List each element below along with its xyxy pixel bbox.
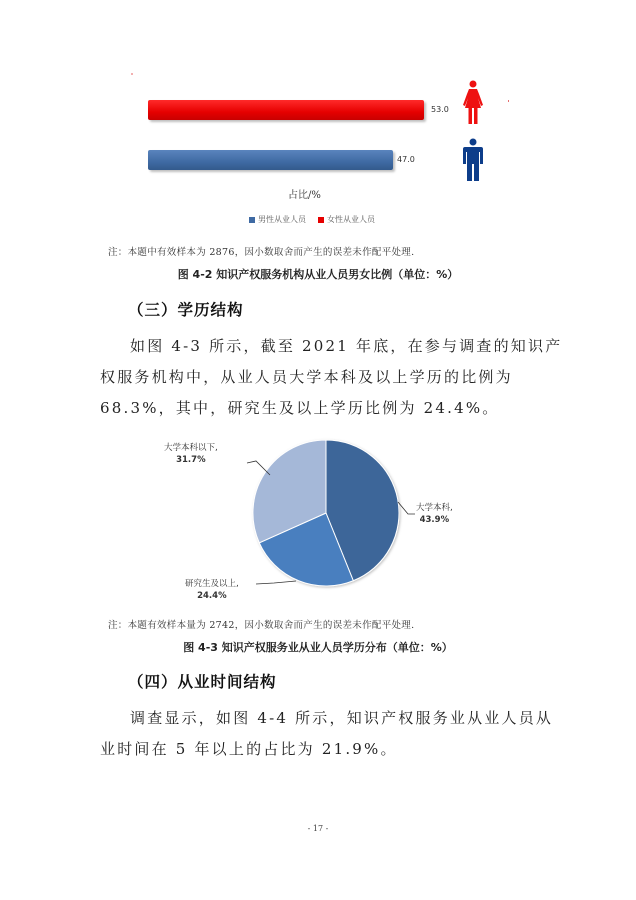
decorative-dot <box>131 73 133 75</box>
decorative-dot <box>508 100 509 102</box>
pie-label-name: 大学本科以下, <box>164 443 218 453</box>
legend-swatch-male <box>249 217 255 223</box>
pie-label-name: 大学本科, <box>416 503 453 513</box>
leader-line <box>398 502 415 514</box>
bar-female <box>148 100 424 120</box>
x-axis-label: 占比/% <box>288 190 321 201</box>
figure-4-2-caption: 图 4-2 知识产权服务机构从业人员男女比例（单位：%） <box>177 268 459 281</box>
paragraph-line: 调查显示，如图 4-4 所示，知识产权服务业从业人员从 <box>130 709 554 727</box>
pie-chart <box>0 430 636 610</box>
paragraph-line: 68.3%，其中，研究生及以上学历比例为 24.4%。 <box>100 399 500 417</box>
pie-label-graduate <box>185 578 239 602</box>
paragraph-line: 业时间在 5 年以上的占比为 21.9%。 <box>100 740 398 758</box>
paragraph-line: 如图 4-3 所示，截至 2021 年底，在参与调查的知识产 <box>130 337 563 355</box>
pie-label-below-bachelor <box>164 442 218 466</box>
male-figure-icon <box>462 138 484 182</box>
female-figure-icon <box>461 80 485 125</box>
figure-4-2-chart <box>0 0 636 235</box>
legend-label-male: 男性从业人员 <box>258 215 306 224</box>
legend-item-male <box>249 214 306 225</box>
bar-male-value: 47.0 <box>397 155 415 164</box>
legend-label-female: 女性从业人员 <box>327 215 375 224</box>
page-number: - 17 - <box>307 824 329 833</box>
figure-4-2-note: 注：本题中有效样本为 2876，因小数取舍而产生的误差未作配平处理. <box>108 247 415 258</box>
pie-label-name: 研究生及以上, <box>185 579 239 589</box>
section-3-paragraph <box>100 331 570 424</box>
section-3-heading: （三）学历结构 <box>128 301 244 319</box>
figure-4-3-note: 注：本题有效样本量为 2742，因小数取舍而产生的误差未作配平处理. <box>108 620 415 631</box>
pie-label-value: 24.4% <box>197 591 227 601</box>
chart-legend <box>249 214 375 225</box>
figure-4-3-caption: 图 4-3 知识产权服务业从业人员学历分布（单位：%） <box>183 641 453 654</box>
section-4-heading: （四）从业时间结构 <box>128 673 277 691</box>
bar-male <box>148 150 393 170</box>
figure-4-3-chart <box>0 430 636 610</box>
pie-label-value: 31.7% <box>176 455 206 465</box>
pie-label-bachelor <box>416 502 453 526</box>
pie-label-value: 43.9% <box>419 515 450 525</box>
leader-line <box>256 581 296 584</box>
bar-female-value: 53.0 <box>431 105 449 114</box>
section-4-paragraph <box>100 703 570 765</box>
legend-swatch-female <box>318 217 324 223</box>
legend-item-female <box>318 214 375 225</box>
paragraph-line: 权服务机构中，从业人员大学本科及以上学历的比例为 <box>100 368 513 386</box>
